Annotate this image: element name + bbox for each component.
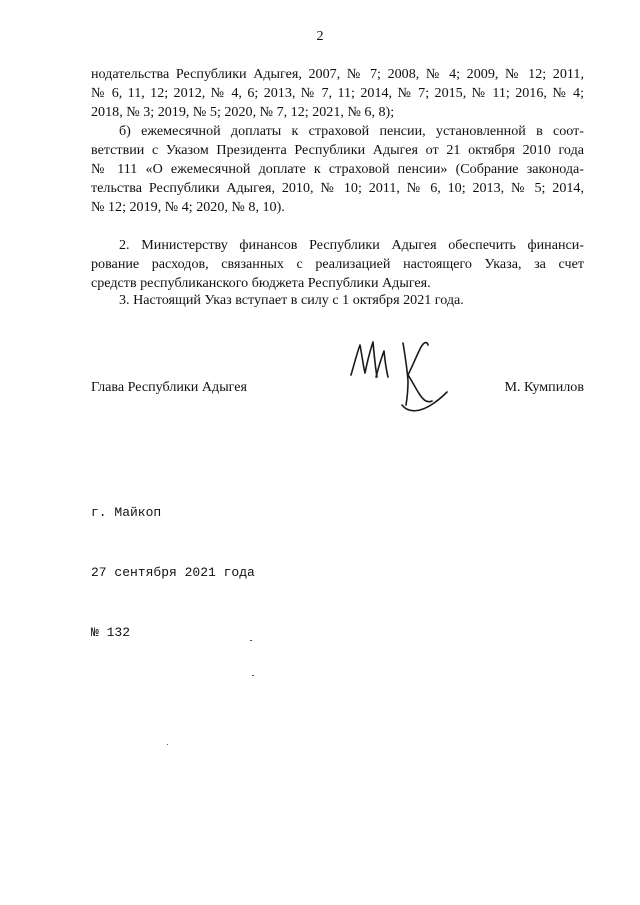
city: г. Майкоп (91, 505, 162, 520)
document-number: № 132 (91, 625, 131, 640)
scan-speck (167, 744, 168, 745)
text-line: б) ежемесячной доплаты к страховой пенсии, установленной в соот- (119, 123, 584, 139)
document-date: 27 сентября 2021 года (91, 565, 255, 580)
text-line: № 6, 11, 12; 2012, № 4, 6; 2013, № 7, 11; 2014, № 7; 2015, № 11; 2016, № 4; (91, 85, 584, 101)
signature-row (91, 378, 584, 397)
text-line: 2018, № 3; 2019, № 5; 2020, № 7, 12; 2021, № 6, 8); (91, 104, 395, 120)
text-line: № 12; 2019, № 4; 2020, № 8, 10). (91, 199, 285, 215)
text-line: ветствии с Указом Президента Республики Адыгея от 21 октября 2010 года (91, 142, 584, 158)
text-line: средств республиканского бюджета Республики Адыгея. (91, 275, 431, 291)
text-line: рование расходов, связанных с реализацией настоящего Указа, за счет (91, 256, 584, 272)
signer-position: Глава Республики Адыгея (91, 379, 248, 395)
scan-speck (250, 640, 252, 641)
text-line: № 111 «О ежемесячной доплате к страховой пенсии» (Собрание законода- (91, 161, 584, 177)
scan-speck (252, 675, 254, 676)
paragraph-list-continuation (91, 65, 584, 217)
signer-name: М. Кумпилов (504, 379, 584, 395)
text-line: 2. Министерству финансов Республики Адыгея обеспечить финанси- (119, 237, 584, 253)
paragraph-finance-ministry (91, 236, 584, 293)
text-line: тельства Республики Адыгея, 2010, № 10; 2011, № 6, 10; 2013, № 5; 2014, (91, 180, 584, 196)
place-date-number-block (91, 463, 255, 663)
handwritten-signature (348, 337, 450, 417)
text-line: нодательства Республики Адыгея, 2007, № 7; 2008, № 4; 2009, № 12; 2011, (91, 66, 584, 82)
text-line: 3. Настоящий Указ вступает в силу с 1 октября 2021 года. (119, 292, 464, 308)
page-number: 2 (316, 29, 324, 44)
paragraph-effective-date (91, 291, 584, 310)
